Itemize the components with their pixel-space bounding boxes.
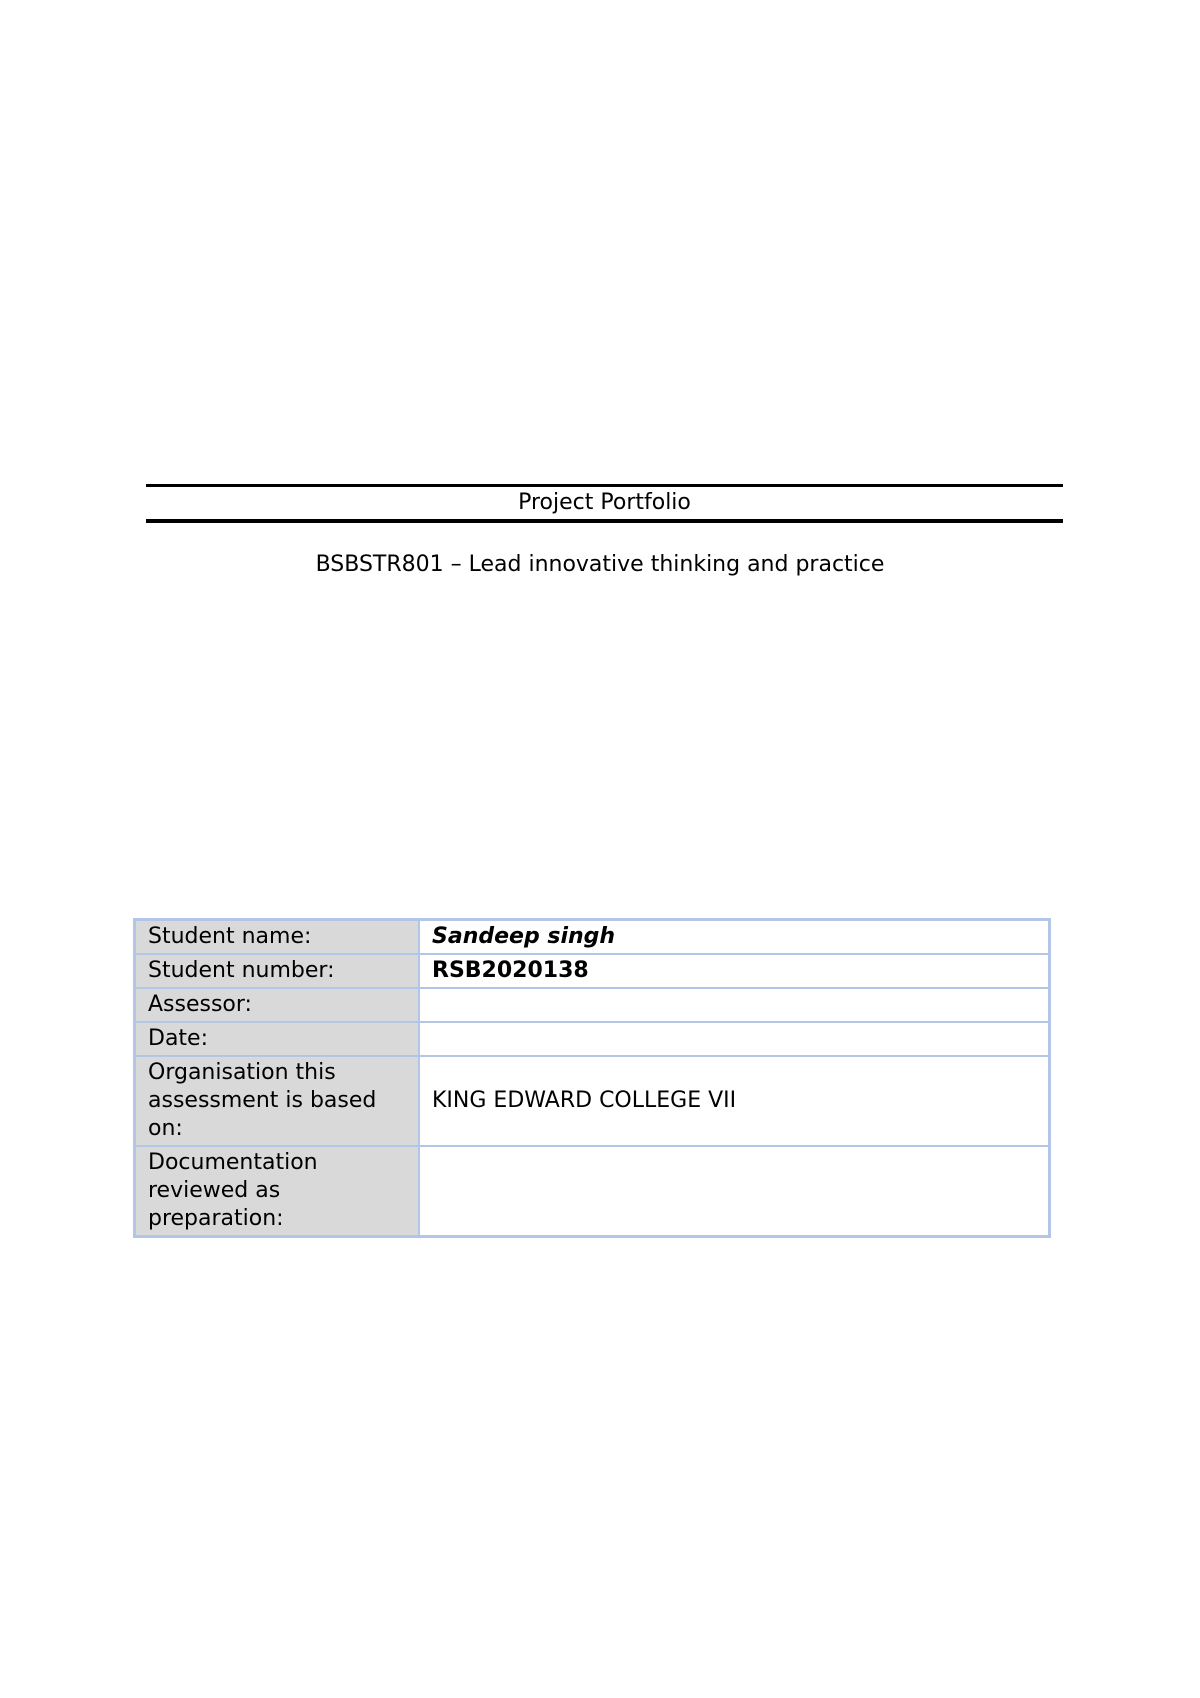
date-row — [135, 1022, 1050, 1056]
document-subtitle: BSBSTR801 – Lead innovative thinking and practice — [315, 552, 885, 577]
date-label: Date: — [135, 1022, 420, 1056]
student-number-value[interactable]: RSB2020138 — [419, 954, 1050, 988]
student-name-row — [135, 920, 1050, 955]
documentation-value[interactable] — [419, 1146, 1050, 1237]
document-title: Project Portfolio — [518, 490, 691, 515]
assessor-value[interactable] — [419, 988, 1050, 1022]
assessor-label: Assessor: — [135, 988, 420, 1022]
date-value[interactable] — [419, 1022, 1050, 1056]
assessor-row — [135, 988, 1050, 1022]
title-block — [146, 484, 1063, 523]
organisation-label: Organisation this assessment is based on: — [135, 1056, 420, 1146]
organisation-value[interactable]: KING EDWARD COLLEGE VII — [419, 1056, 1050, 1146]
student-name-label: Student name: — [135, 920, 420, 955]
title-bottom-rule — [146, 519, 1063, 523]
student-name-value[interactable]: Sandeep singh — [419, 920, 1050, 955]
organisation-row — [135, 1056, 1050, 1146]
student-number-row — [135, 954, 1050, 988]
documentation-row — [135, 1146, 1050, 1237]
student-info-table — [133, 918, 1051, 1238]
documentation-label: Documentation reviewed as preparation: — [135, 1146, 420, 1237]
student-number-label: Student number: — [135, 954, 420, 988]
